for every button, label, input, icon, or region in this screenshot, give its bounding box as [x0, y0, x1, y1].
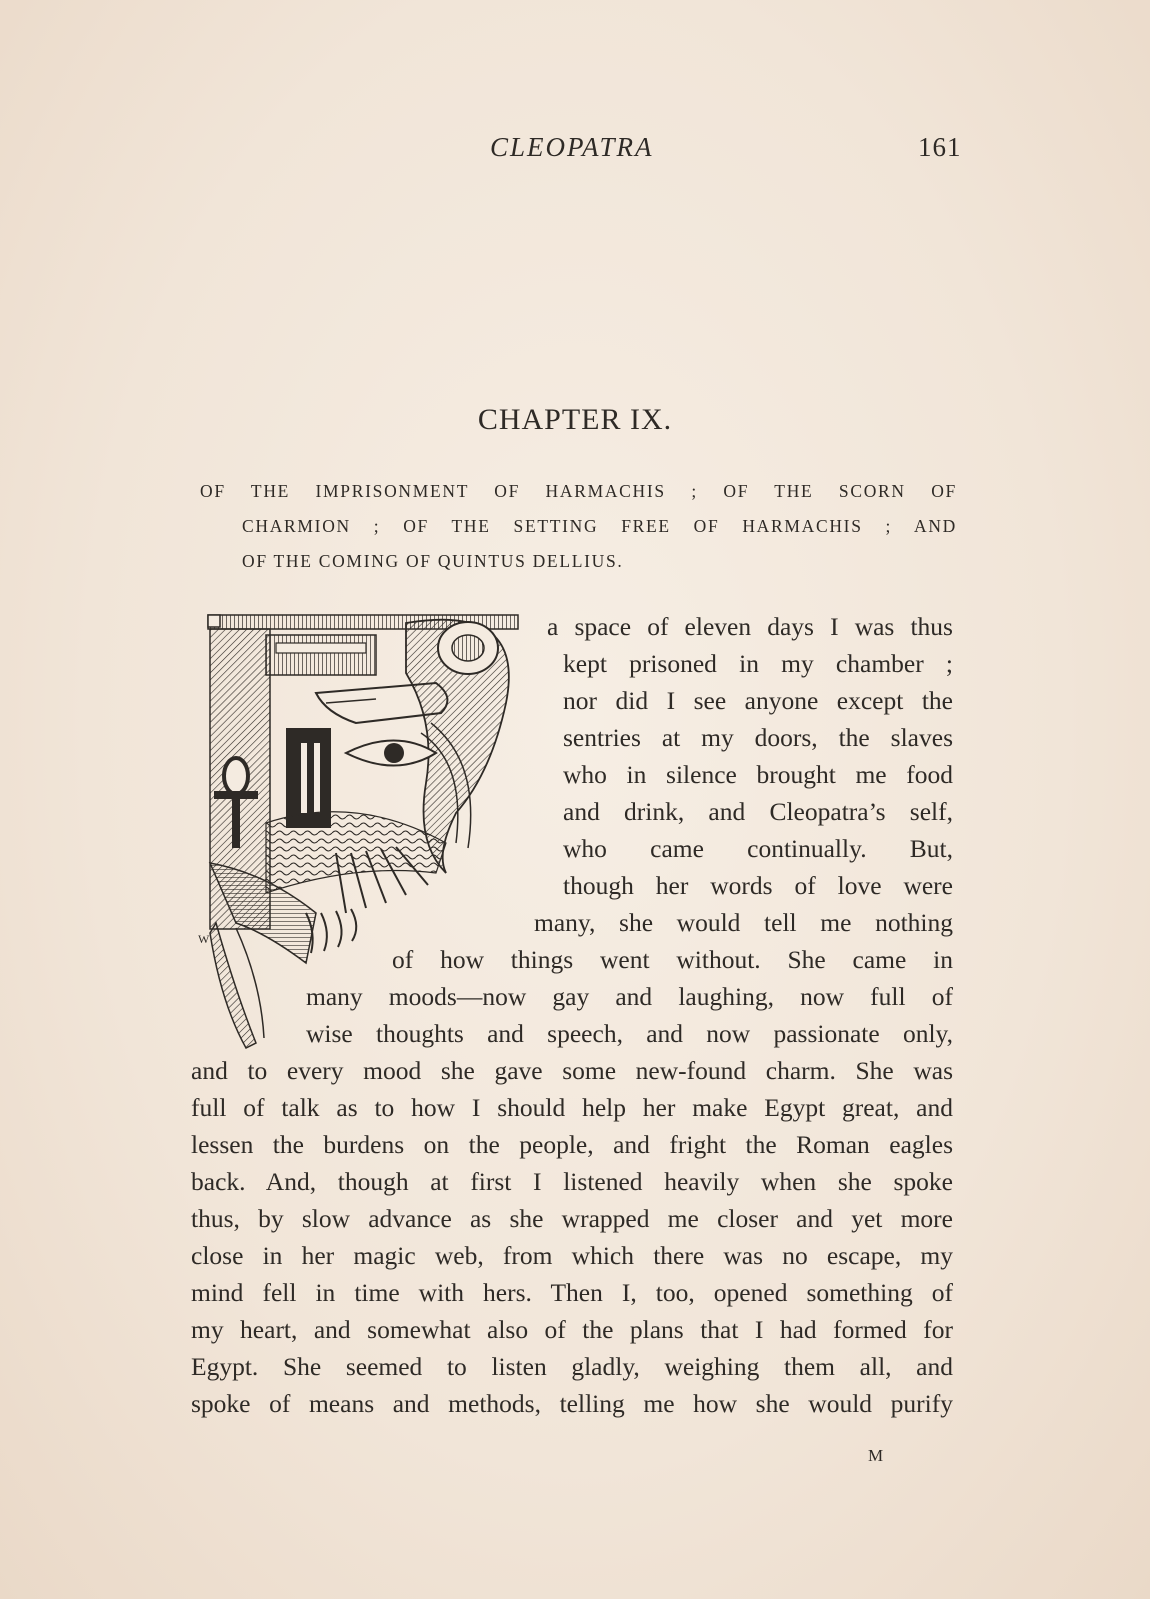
body-line: back. And, though at first I listened heavily when she spoke	[191, 1167, 953, 1196]
body-line: thus, by slow advance as she wrapped me closer and yet more	[191, 1204, 953, 1233]
body-line: full of talk as to how I should help her make Egypt great, and	[191, 1093, 953, 1122]
body-line: many moods—now gay and laughing, now full of	[306, 982, 953, 1011]
body-line: though her words of love were	[563, 871, 953, 900]
body-line: mind fell in time with hers. Then I, too, opened something of	[191, 1278, 953, 1307]
body-line: of how things went without. She came in	[392, 945, 953, 974]
body-line: spoke of means and methods, telling me how she would purify	[191, 1389, 953, 1418]
body-line: sentries at my doors, the slaves	[563, 723, 953, 752]
summary-line-1: OF THE IMPRISONMENT OF HARMACHIS ; OF THE SCORN OF	[200, 481, 957, 501]
body-line: Egypt. She seemed to listen gladly, weighing them all, and	[191, 1352, 953, 1381]
body-line: lessen the burdens on the people, and fright the Roman eagles	[191, 1130, 953, 1159]
body-line: wise thoughts and speech, and now passionate only,	[306, 1019, 953, 1048]
summary-line-3: OF THE COMING OF QUINTUS DELLIUS.	[242, 551, 624, 571]
signature-mark: M	[868, 1446, 885, 1465]
page-number: 161	[918, 132, 962, 162]
body-line: nor did I see anyone except the	[563, 686, 953, 715]
body-line: kept prisoned in my chamber ;	[563, 649, 953, 678]
body-line: and drink, and Cleopatra’s self,	[563, 797, 953, 826]
illustrator-signature: W	[198, 932, 210, 946]
body-line: who in silence brought me food	[563, 760, 953, 789]
running-head-title: CLEOPATRA	[490, 132, 654, 162]
running-head	[0, 132, 1139, 172]
body-line: a space of eleven days I was thus	[547, 612, 953, 641]
body-line: many, she would tell me nothing	[534, 908, 953, 937]
body-line: my heart, and somewhat also of the plans that I had formed for	[191, 1315, 953, 1344]
body-line: and to every mood she gave some new-found charm. She was	[191, 1056, 953, 1085]
body-line: close in her magic web, from which there was no escape, my	[191, 1241, 953, 1270]
body-line: who came continually. But,	[563, 834, 953, 863]
chapter-title: CHAPTER IX.	[477, 403, 673, 436]
chapter-summary	[200, 474, 957, 579]
summary-line-2: CHARMION ; OF THE SETTING FREE OF HARMACHIS ; AND	[242, 516, 957, 536]
